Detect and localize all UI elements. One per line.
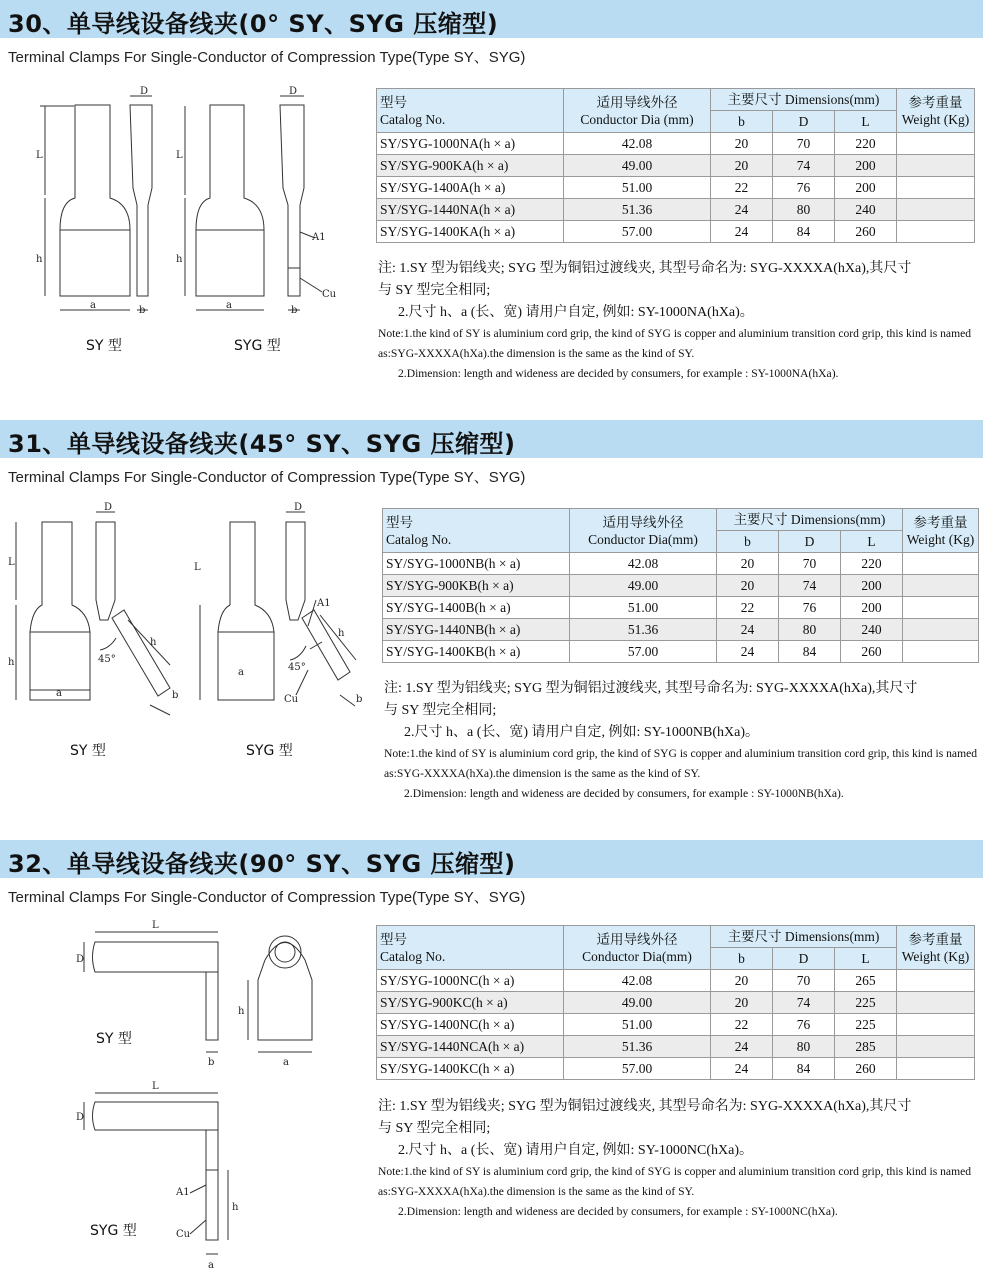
cell-D: 76: [773, 177, 835, 199]
material-label-al: A1: [317, 598, 331, 609]
dim-label-D: D: [104, 502, 113, 513]
cell-model: SY/SYG-1400NC(h × a): [377, 1014, 564, 1036]
cell-L: 240: [841, 619, 903, 641]
cell-D: 76: [779, 597, 841, 619]
cell-dia: 51.00: [564, 177, 711, 199]
table-row: [383, 597, 979, 619]
caption-syg: SYG 型: [246, 743, 293, 759]
cell-model: SY/SYG-1440NA(h × a): [377, 199, 564, 221]
header-b: b: [717, 531, 779, 553]
dim-label-L: L: [152, 1081, 159, 1092]
cell-L: 225: [835, 1014, 897, 1036]
material-label-cu: Cu: [284, 694, 299, 705]
dim-label-angle: 45°: [98, 654, 116, 665]
dim-label-b: b: [291, 305, 298, 316]
cell-b: 20: [717, 575, 779, 597]
cell-model: SY/SYG-1400KB(h × a): [383, 641, 570, 663]
header-conductor-cn: 适用导线外径: [602, 514, 684, 530]
header-model-cn: 型号: [380, 931, 407, 947]
dim-label-a: a: [90, 300, 96, 311]
dim-label-h: h: [232, 1202, 239, 1213]
cell-model: SY/SYG-900KA(h × a): [377, 155, 564, 177]
dim-label-h: h: [238, 1006, 245, 1017]
dim-label-b: b: [208, 1057, 215, 1068]
dim-label-L: L: [176, 150, 183, 161]
cell-b: 24: [711, 221, 773, 243]
caption-sy: SY 型: [96, 1031, 132, 1047]
note-zh-1: 注: 1.SY 型为铝线夹; SYG 型为铜铝过渡线夹, 其型号命名为: SYG-XXXXA(hXa),其尺寸: [378, 1099, 912, 1114]
cell-weight: [903, 575, 979, 597]
cell-model: SY/SYG-900KB(h × a): [383, 575, 570, 597]
note-zh-1: 注: 1.SY 型为铝线夹; SYG 型为铜铝过渡线夹, 其型号命名为: SYG-XXXXA(hXa),其尺寸: [378, 261, 912, 276]
header-model-cn: 型号: [380, 94, 407, 110]
cell-dia: 51.36: [570, 619, 717, 641]
header-conductor-en: Conductor Dia (mm): [580, 111, 694, 127]
header-model-cn: 型号: [386, 514, 413, 530]
cell-b: 24: [711, 1058, 773, 1080]
cell-model: SY/SYG-1400A(h × a): [377, 177, 564, 199]
table-row: [383, 641, 979, 663]
section-title: 30、单导线设备线夹(0° SY、SYG 压缩型): [8, 10, 499, 38]
dim-label-D: D: [140, 86, 149, 97]
section-title: 32、单导线设备线夹(90° SY、SYG 压缩型): [8, 850, 516, 878]
note-en-2: 2.Dimension: length and wideness are decided by consumers, for example : SY-1000NC(hXa).: [398, 1205, 838, 1218]
dim-label-b: b: [139, 305, 146, 316]
header-conductor-en: Conductor Dia(mm): [582, 948, 692, 964]
cell-weight: [897, 155, 975, 177]
dim-label-angle: 45°: [288, 662, 306, 673]
drawings-90-degree: [0, 920, 375, 1279]
table-row: [377, 970, 975, 992]
header-weight-cn: 参考重量: [908, 94, 963, 110]
caption-syg: SYG 型: [234, 338, 281, 354]
dim-label-L: L: [36, 150, 43, 161]
header-b: b: [711, 948, 773, 970]
cell-weight: [897, 221, 975, 243]
cell-dia: 57.00: [570, 641, 717, 663]
cell-weight: [897, 1014, 975, 1036]
cell-model: SY/SYG-1000NA(h × a): [377, 133, 564, 155]
cell-L: 285: [835, 1036, 897, 1058]
caption-sy: SY 型: [70, 743, 106, 759]
cell-model: SY/SYG-1000NC(h × a): [377, 970, 564, 992]
header-L: L: [835, 948, 897, 970]
header-D: D: [773, 948, 835, 970]
dim-label-D: D: [289, 86, 298, 97]
note-zh-2: 2.尺寸 h、a (长、宽) 请用户自定, 例如: SY-1000NB(hXa)。: [404, 725, 760, 740]
cell-L: 260: [835, 221, 897, 243]
table-row: [383, 553, 979, 575]
section-30: [0, 0, 989, 410]
section-32: [0, 840, 989, 1279]
cell-dia: 51.36: [564, 199, 711, 221]
table-row: [377, 1014, 975, 1036]
table-row: [383, 619, 979, 641]
cell-b: 22: [711, 177, 773, 199]
note-zh-1-cont: 与 SY 型完全相同;: [378, 1121, 491, 1136]
section-title-bar: [0, 0, 983, 38]
cell-b: 24: [711, 1036, 773, 1058]
caption-sy: SY 型: [86, 338, 122, 354]
drawings-45-degree: [0, 502, 375, 752]
cell-weight: [897, 177, 975, 199]
notes-32: [378, 1096, 978, 1222]
cell-dia: 49.00: [564, 155, 711, 177]
header-b: b: [711, 111, 773, 133]
table-row: [377, 133, 975, 155]
spec-table-31: [382, 508, 979, 663]
note-en-1: Note:1.the kind of SY is aluminium cord grip, the kind of SYG is copper and aluminium transition cord grip, this kind is named as:SYG-XXXXA(hXa).the dimension is the same as the kind of SY.: [378, 327, 972, 360]
table-row: [377, 1036, 975, 1058]
material-label-cu: Cu: [176, 1229, 191, 1240]
header-weight-en: Weight (Kg): [901, 948, 970, 964]
cell-L: 225: [835, 992, 897, 1014]
header-model-en: Catalog No.: [380, 111, 446, 127]
header-conductor-en: Conductor Dia(mm): [588, 531, 698, 547]
dim-label-a: a: [208, 1260, 214, 1271]
table-row: [383, 575, 979, 597]
header-L: L: [841, 531, 903, 553]
cell-dia: 49.00: [564, 992, 711, 1014]
dim-label-L: L: [8, 557, 15, 568]
table-row: [377, 992, 975, 1014]
material-label-cu: Cu: [322, 289, 337, 300]
dim-label-D: D: [294, 502, 303, 513]
cell-D: 80: [779, 619, 841, 641]
cell-D: 80: [773, 199, 835, 221]
cell-L: 220: [835, 133, 897, 155]
table-row: [377, 199, 975, 221]
note-en-2: 2.Dimension: length and wideness are decided by consumers, for example : SY-1000NA(hXa).: [398, 367, 839, 380]
notes-31: [384, 678, 982, 804]
note-zh-2: 2.尺寸 h、a (长、宽) 请用户自定, 例如: SY-1000NC(hXa)。: [398, 1143, 754, 1158]
section-subtitle: Terminal Clamps For Single-Conductor of Compression Type(Type SY、SYG): [8, 49, 526, 66]
cell-dia: 49.00: [570, 575, 717, 597]
note-en-2: 2.Dimension: length and wideness are decided by consumers, for example : SY-1000NB(hXa).: [404, 787, 844, 800]
section-subtitle: Terminal Clamps For Single-Conductor of Compression Type(Type SY、SYG): [8, 889, 526, 906]
section-title-bar: [0, 420, 983, 458]
dim-label-a: a: [226, 300, 232, 311]
caption-syg: SYG 型: [90, 1223, 137, 1239]
cell-weight: [897, 970, 975, 992]
cell-D: 84: [773, 1058, 835, 1080]
cell-D: 74: [773, 155, 835, 177]
table-row: [377, 177, 975, 199]
cell-dia: 51.00: [564, 1014, 711, 1036]
cell-dia: 42.08: [564, 970, 711, 992]
table-row: [377, 1058, 975, 1080]
notes-30: [378, 258, 978, 384]
cell-b: 24: [717, 619, 779, 641]
cell-weight: [897, 133, 975, 155]
cell-weight: [903, 553, 979, 575]
dim-label-b: b: [356, 694, 363, 705]
cell-b: 20: [711, 992, 773, 1014]
table-row: [377, 221, 975, 243]
header-model-en: Catalog No.: [380, 948, 446, 964]
cell-L: 200: [841, 575, 903, 597]
cell-model: SY/SYG-1400B(h × a): [383, 597, 570, 619]
dim-label-h: h: [150, 637, 157, 648]
section-subtitle: Terminal Clamps For Single-Conductor of Compression Type(Type SY、SYG): [8, 469, 526, 486]
cell-b: 22: [711, 1014, 773, 1036]
cell-L: 200: [835, 155, 897, 177]
dim-label-h: h: [338, 628, 345, 639]
cell-model: SY/SYG-1440NCA(h × a): [377, 1036, 564, 1058]
header-model-en: Catalog No.: [386, 531, 452, 547]
dim-label-L: L: [152, 920, 159, 931]
dim-label-h: h: [176, 254, 183, 265]
dim-label-h: h: [36, 254, 43, 265]
cell-dia: 57.00: [564, 221, 711, 243]
cell-b: 20: [711, 133, 773, 155]
dim-label-D: D: [76, 1112, 85, 1123]
note-zh-1-cont: 与 SY 型完全相同;: [384, 703, 497, 718]
cell-D: 74: [779, 575, 841, 597]
note-en-1: Note:1.the kind of SY is aluminium cord grip, the kind of SYG is copper and aluminium transition cord grip, this kind is named as:SYG-XXXXA(hXa).the dimension is the same as the kind of SY.: [384, 747, 978, 780]
cell-L: 200: [835, 177, 897, 199]
cell-model: SY/SYG-1000NB(h × a): [383, 553, 570, 575]
cell-L: 220: [841, 553, 903, 575]
cell-L: 265: [835, 970, 897, 992]
cell-D: 70: [773, 970, 835, 992]
section-title-bar: [0, 840, 983, 878]
header-weight-en: Weight (Kg): [901, 111, 970, 127]
section-31: [0, 420, 989, 830]
cell-model: SY/SYG-1400KA(h × a): [377, 221, 564, 243]
section-title: 31、单导线设备线夹(45° SY、SYG 压缩型): [8, 430, 516, 458]
material-label-al: A1: [312, 232, 326, 243]
cell-b: 24: [717, 641, 779, 663]
cell-model: SY/SYG-1440NB(h × a): [383, 619, 570, 641]
cell-b: 20: [711, 155, 773, 177]
dim-label-a: a: [238, 667, 244, 678]
cell-weight: [897, 199, 975, 221]
cell-weight: [897, 1058, 975, 1080]
cell-weight: [903, 641, 979, 663]
cell-dia: 42.08: [570, 553, 717, 575]
cell-D: 76: [773, 1014, 835, 1036]
dim-label-L: L: [194, 562, 201, 573]
cell-weight: [897, 1036, 975, 1058]
header-D: D: [779, 531, 841, 553]
header-dimensions: 主要尺寸 Dimensions(mm): [711, 89, 897, 111]
dim-label-h: h: [8, 657, 15, 668]
cell-weight: [903, 597, 979, 619]
cell-model: SY/SYG-900KC(h × a): [377, 992, 564, 1014]
note-zh-2: 2.尺寸 h、a (长、宽) 请用户自定, 例如: SY-1000NA(hXa)。: [398, 305, 754, 320]
header-weight-en: Weight (Kg): [906, 531, 975, 547]
note-zh-1-cont: 与 SY 型完全相同;: [378, 283, 491, 298]
header-weight-cn: 参考重量: [908, 931, 963, 947]
spec-table-30: [376, 88, 975, 243]
cell-D: 70: [779, 553, 841, 575]
cell-b: 22: [717, 597, 779, 619]
header-conductor-cn: 适用导线外径: [596, 94, 678, 110]
cell-b: 24: [711, 199, 773, 221]
cell-dia: 42.08: [564, 133, 711, 155]
cell-weight: [897, 992, 975, 1014]
cell-dia: 51.00: [570, 597, 717, 619]
spec-table-32: [376, 925, 975, 1080]
clamp-45-degree-drawing: [0, 502, 375, 752]
cell-L: 200: [841, 597, 903, 619]
cell-D: 80: [773, 1036, 835, 1058]
cell-D: 84: [773, 221, 835, 243]
cell-b: 20: [711, 970, 773, 992]
note-en-1: Note:1.the kind of SY is aluminium cord grip, the kind of SYG is copper and aluminium transition cord grip, this kind is named as:SYG-XXXXA(hXa).the dimension is the same as the kind of SY.: [378, 1165, 972, 1198]
dim-label-D: D: [76, 954, 85, 965]
cell-L: 260: [835, 1058, 897, 1080]
drawings-0-degree: [0, 82, 375, 362]
header-dimensions: 主要尺寸 Dimensions(mm): [717, 509, 903, 531]
table-row: [377, 155, 975, 177]
header-D: D: [773, 111, 835, 133]
clamp-0-degree-drawing: [0, 82, 375, 362]
dim-label-b: b: [172, 690, 179, 701]
note-zh-1: 注: 1.SY 型为铝线夹; SYG 型为铜铝过渡线夹, 其型号命名为: SYG-XXXXA(hXa),其尺寸: [384, 681, 918, 696]
material-label-al: A1: [176, 1187, 190, 1198]
cell-weight: [903, 619, 979, 641]
header-L: L: [835, 111, 897, 133]
cell-D: 70: [773, 133, 835, 155]
dim-label-a: a: [283, 1057, 289, 1068]
cell-D: 74: [773, 992, 835, 1014]
cell-model: SY/SYG-1400KC(h × a): [377, 1058, 564, 1080]
cell-L: 260: [841, 641, 903, 663]
cell-L: 240: [835, 199, 897, 221]
header-conductor-cn: 适用导线外径: [596, 931, 678, 947]
dim-label-a: a: [56, 688, 62, 699]
header-weight-cn: 参考重量: [913, 514, 968, 530]
clamp-90-degree-drawing: [0, 920, 375, 1279]
cell-D: 84: [779, 641, 841, 663]
cell-dia: 51.36: [564, 1036, 711, 1058]
cell-b: 20: [717, 553, 779, 575]
header-dimensions: 主要尺寸 Dimensions(mm): [711, 926, 897, 948]
cell-dia: 57.00: [564, 1058, 711, 1080]
